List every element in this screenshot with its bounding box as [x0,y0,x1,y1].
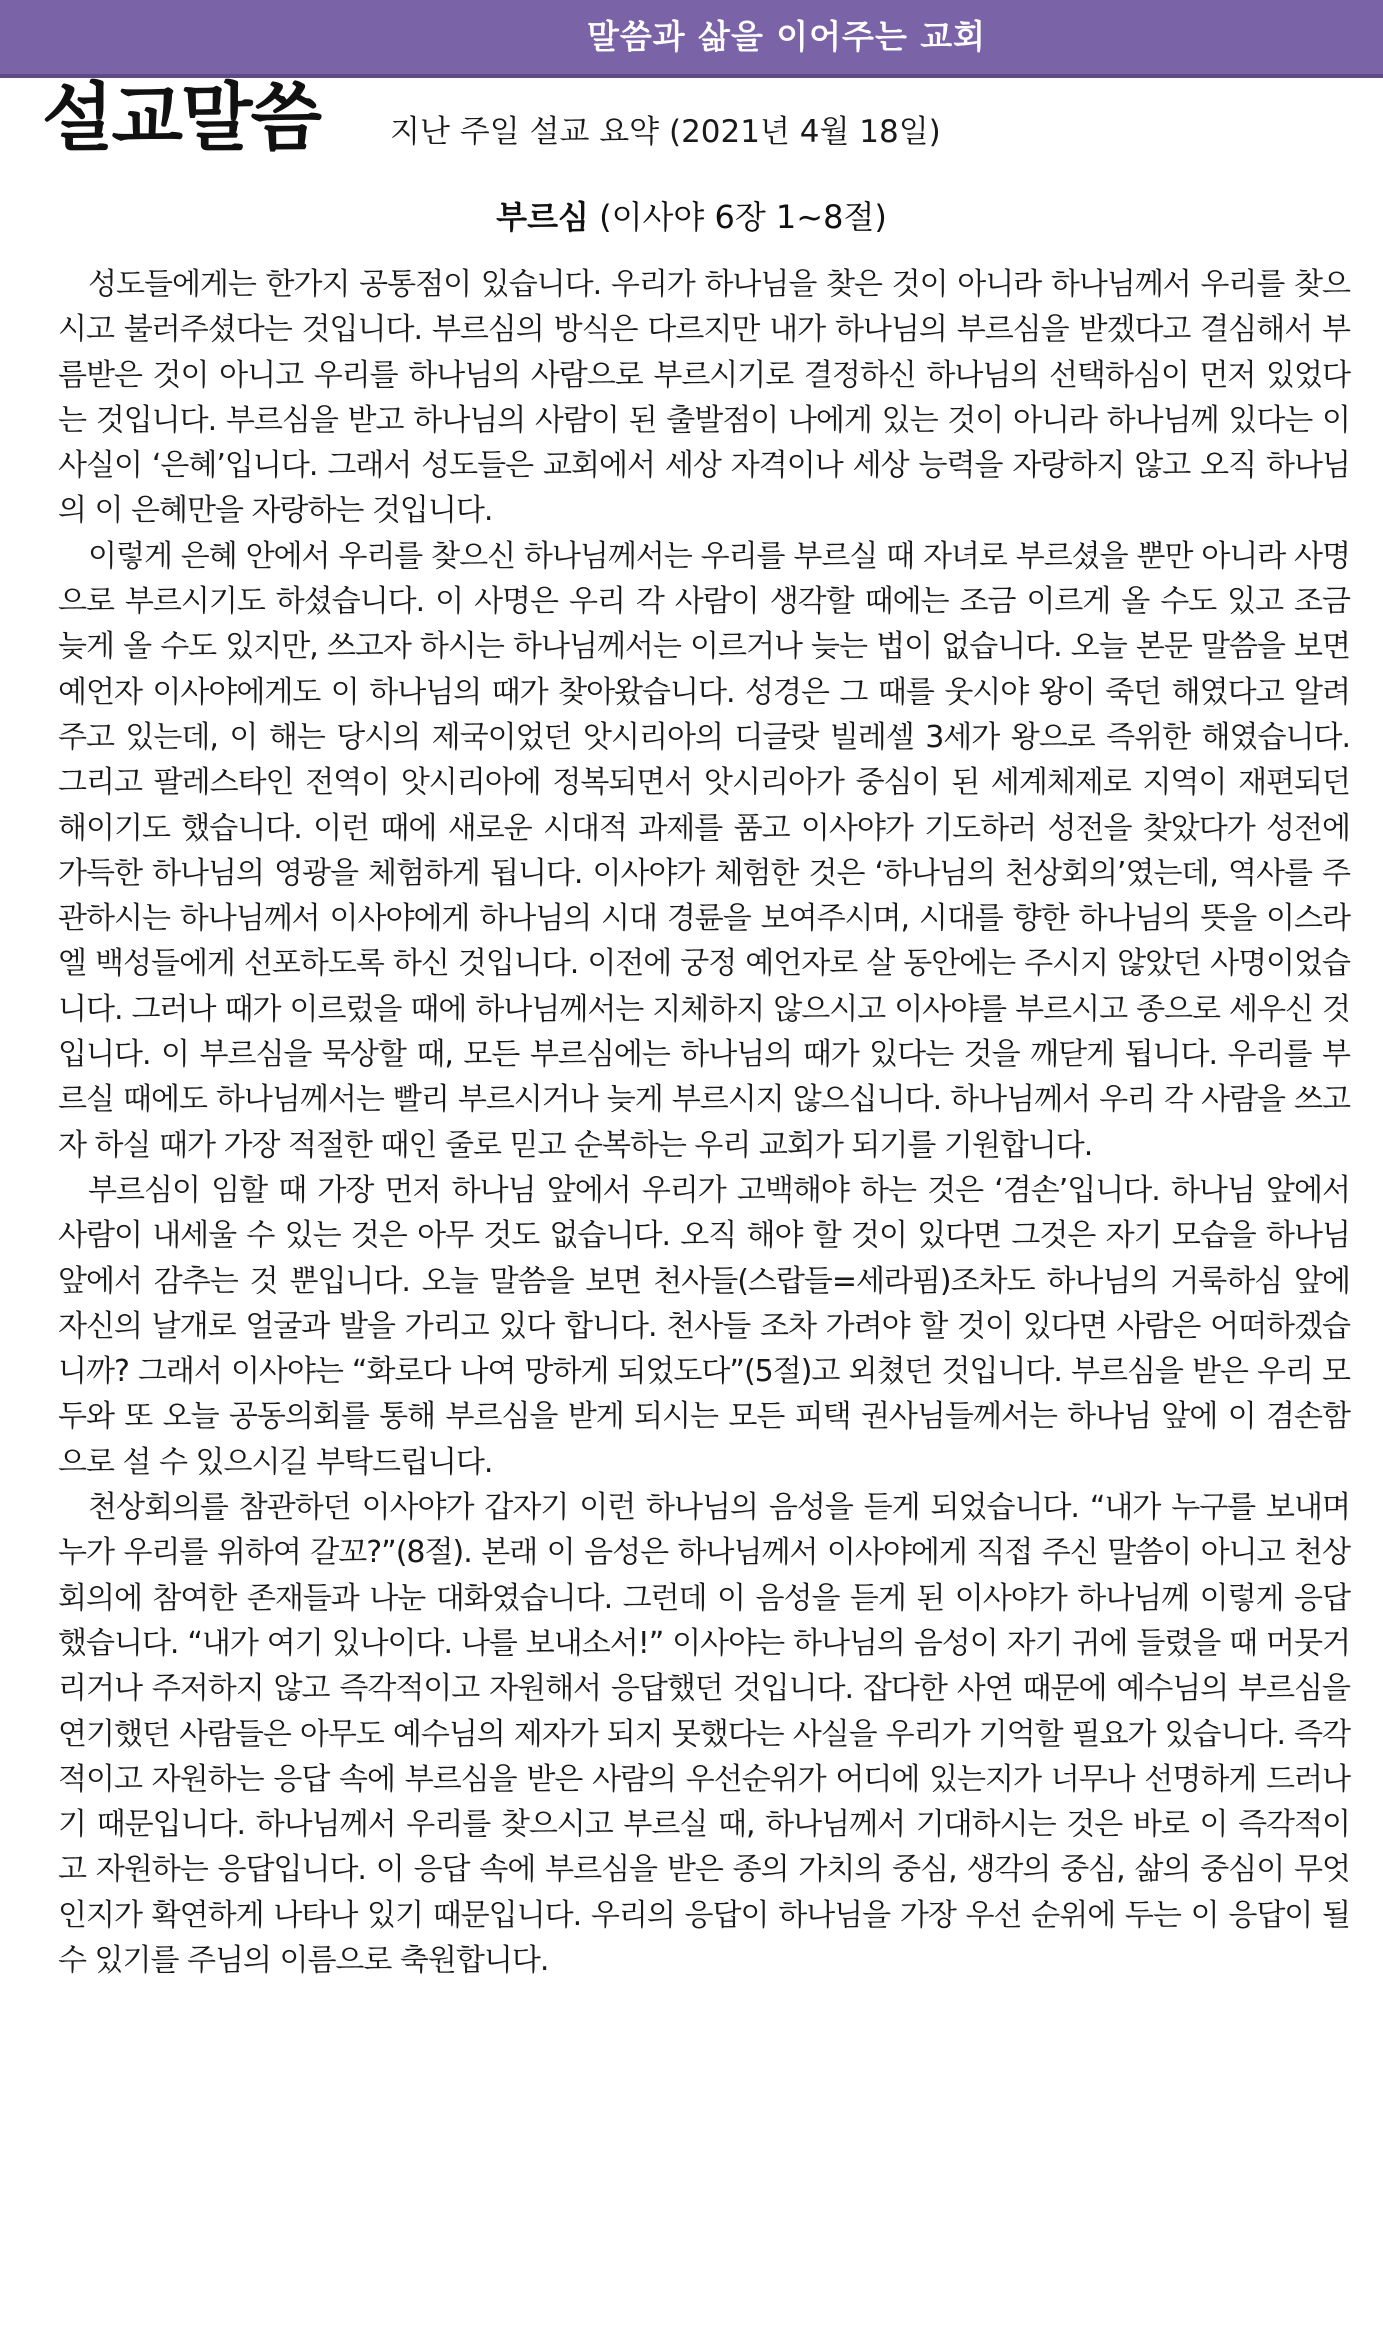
sermon-summary-date: 지난 주일 설교 요약 (2021년 4월 18일) [390,114,941,150]
sermon-paragraph-1: 성도들에게는 한가지 공통점이 있습니다. 우리가 하나님을 찾은 것이 아니라 하나님께서 우리를 찾으시고 불러주셨다는 것입니다. 부르심의 방식은 다르지만 내가 하나님의 부르심을 받겠다고 결심해서 부름받은 것이 아니고 우리를 하나님의 사람으로 부르시기로 결정하신 하나님의 선택하심이 먼저 있었다는 것입니다. 부르심을 받고 하나님의 사람이 된 출발점이 나에게 있는 것이 아니라 하나님께 있다는 이 사실이 ‘은혜’입니다. 그래서 성도들은 교회에서 세상 자격이나 세상 능력을 자랑하지 않고 오직 하나님의 이 은혜만을 자랑하는 것입니다. [58,267,1350,529]
sermon-paragraph-4: 천상회의를 참관하던 이사야가 갑자기 이런 하나님의 음성을 듣게 되었습니다. “내가 누구를 보내며 누가 우리를 위하여 갈꼬?”(8절). 본래 이 음성은 하나님께서 이사야에게 직접 주신 말씀이 아니고 천상회의에 참여한 존재들과 나눈 대화였습니다. 그런데 이 음성을 듣게 된 이사야가 하나님께 이렇게 응답했습니다. “내가 여기 있나이다. 나를 보내소서!” 이사야는 하나님의 음성이 자기 귀에 들렸을 때 머뭇거리거나 주저하지 않고 즉각적이고 자원해서 응답했던 것입니다. 잡다한 사연 때문에 예수님의 부르심을 연기했던 사람들은 아무도 예수님의 제자가 되지 못했다는 사실을 우리가 기억할 필요가 있습니다. 즉각적이고 자원하는 응답 속에 부르심을 받은 사람의 우선순위가 어디에 있는지가 너무나 선명하게 드러나기 때문입니다. 하나님께서 우리를 찾으시고 부르실 때, 하나님께서 기대하시는 것은 바로 이 즉각적이고 자원하는 응답입니다. 이 응답 속에 부르심을 받은 종의 가치의 중심, 생각의 중심, 삶의 중심이 무엇인지가 확연하게 나타나 있기 때문입니다. 우리의 응답이 하나님을 가장 우선 순위에 두는 이 응답이 될 수 있기를 주님의 이름으로 축원합니다. [58,1490,1350,1978]
sermon-paragraph-3: 부르심이 임할 때 가장 먼저 하나님 앞에서 우리가 고백해야 하는 것은 ‘겸손’입니다. 하나님 앞에서 사람이 내세울 수 있는 것은 아무 것도 없습니다. 오직 해야 할 것이 있다면 그것은 자기 모습을 하나님 앞에서 감추는 것 뿐입니다. 오늘 말씀을 보면 천사들(스랍들=세라핌)조차도 하나님의 거룩하심 앞에 자신의 날개로 얼굴과 발을 가리고 있다 합니다. 천사들 조차 가려야 할 것이 있다면 사람은 어떠하겠습니까? 그래서 이사야는 “화로다 나여 망하게 되었도다”(5절)고 외쳤던 것입니다. 부르심을 받은 우리 모두와 또 오늘 공동의회를 통해 부르심을 받게 되시는 모든 피택 권사님들께서는 하나님 앞에 이 겸손함으로 설 수 있으시길 부탁드립니다. [58,1172,1350,1480]
sermon-paragraph-2: 이렇게 은혜 안에서 우리를 찾으신 하나님께서는 우리를 부르실 때 자녀로 부르셨을 뿐만 아니라 사명으로 부르시기도 하셨습니다. 이 사명은 우리 각 사람이 생각할 때에는 조금 이르게 올 수도 있고 조금 늦게 올 수도 있지만, 쓰고자 하시는 하나님께서는 이르거나 늦는 법이 없습니다. 오늘 본문 말씀을 보면 예언자 이사야에게도 이 하나님의 때가 찾아왔습니다. 성경은 그 때를 웃시야 왕이 죽던 해였다고 알려 주고 있는데, 이 해는 당시의 제국이었던 앗시리아의 디글랏 빌레셀 3세가 왕으로 즉위한 해였습니다. 그리고 팔레스타인 전역이 앗시리아에 정복되면서 앗시리아가 중심이 된 세계체제로 지역이 재편되던 해이기도 했습니다. 이런 때에 새로운 시대적 과제를 품고 이사야가 기도하러 성전을 찾았다가 성전에 가득한 하나님의 영광을 체험하게 됩니다. 이사야가 체험한 것은 ‘하나님의 천상회의’였는데, 역사를 주관하시는 하나님께서 이사야에게 하나님의 시대 경륜을 보여주시며, 시대를 향한 하나님의 뜻을 이스라엘 백성들에게 선포하도록 하신 것입니다. 이전에 궁정 예언자로 살 동안에는 주시지 않았던 사명이었습니다. 그러나 때가 이르렀을 때에 하나님께서는 지체하지 않으시고 이사야를 부르시고 종으로 세우신 것입니다. 이 부르심을 묵상할 때, 모든 부르심에는 하나님의 때가 있다는 것을 깨닫게 됩니다. 우리를 부르실 때에도 하나님께서는 빨리 부르시거나 늦게 부르시지 않으십니다. 하나님께서 우리 각 사람을 쓰고자 하실 때가 가장 적절한 때인 줄로 믿고 순복하는 우리 교회가 되기를 기원합니다. [58,538,1350,1163]
church-slogan-banner [0,0,1383,78]
sermon-body [58,262,1350,1983]
scripture-reference: (이사야 6장 1~8절) [599,198,887,236]
section-title: 설교말씀 [42,75,320,161]
church-slogan: 말씀과 삶을 이어주는 교회 [586,17,987,56]
sermon-title [0,193,1383,241]
sermon-title-text: 부르심 [496,198,589,236]
